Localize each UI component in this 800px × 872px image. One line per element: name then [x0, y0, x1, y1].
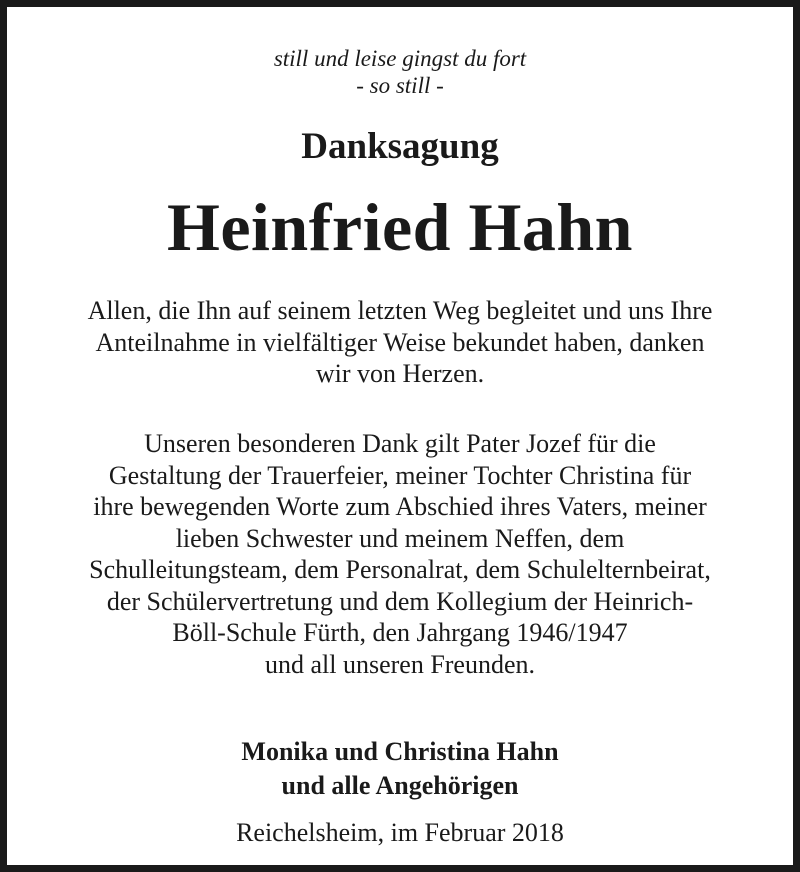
signers-line-1: Monika und Christina Hahn	[241, 737, 559, 766]
paragraph-line: Unseren besonderen Dank gilt Pater Jozef für die	[144, 429, 656, 458]
paragraph-line: Schulleitungsteam, dem Personalrat, dem Schulelternbeirat,	[89, 555, 711, 584]
thanks-paragraph-2	[27, 428, 773, 680]
thanks-paragraph-1	[27, 295, 773, 390]
notice-heading: Danksagung	[301, 126, 499, 167]
place-and-date: Reichelsheim, im Februar 2018	[236, 818, 564, 847]
paragraph-line: ihre bewegenden Worte zum Abschied ihres Vaters, meiner	[93, 492, 707, 521]
deceased-name: Heinfried Hahn	[166, 189, 634, 265]
signers-line-2: und alle Angehörigen	[281, 771, 519, 800]
motto-line-1: still und leise gingst du fort	[273, 46, 527, 71]
paragraph-line: Anteilnahme in vielfältiger Weise bekundet haben, danken	[95, 327, 705, 357]
paragraph-line: Gestaltung der Trauerfeier, meiner Tochter Christina für	[108, 460, 692, 490]
motto-line-2: - so still -	[356, 73, 444, 98]
paragraph-line: Allen, die Ihn auf seinem letzten Weg begleitet und uns Ihre	[87, 296, 713, 325]
paragraph-line: und all unseren Freunden.	[264, 649, 536, 679]
paragraph-line: der Schülervertretung und dem Kollegium der Heinrich-	[106, 586, 694, 616]
signers	[7, 735, 793, 803]
motto-quote	[7, 45, 793, 99]
paragraph-line: wir von Herzen.	[315, 359, 485, 388]
paragraph-line: lieben Schwester und meinem Neffen, dem	[175, 523, 625, 553]
paragraph-line: Böll-Schule Fürth, den Jahrgang 1946/1947	[172, 618, 628, 647]
